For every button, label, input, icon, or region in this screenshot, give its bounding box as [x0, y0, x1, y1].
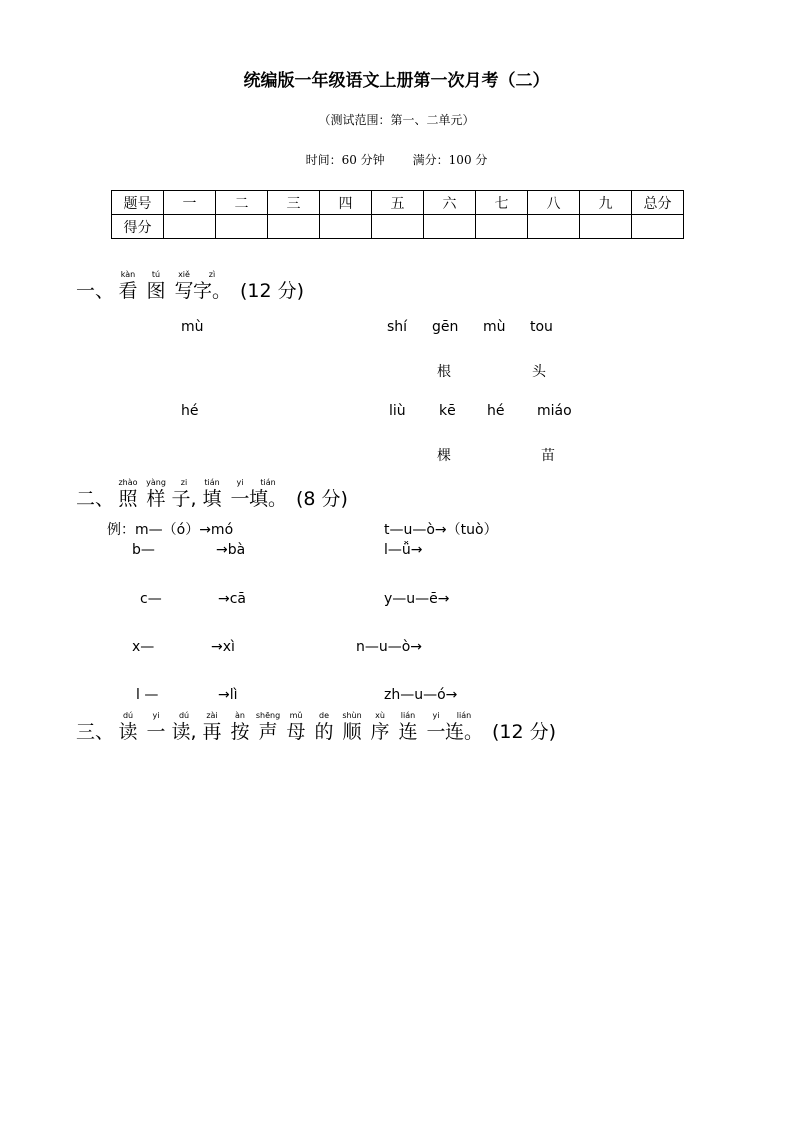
exercise-item: t—u—ò→（tuò） — [384, 522, 498, 538]
hanzi: 连。 — [445, 721, 484, 743]
exercise-item: n—u—ò→ — [356, 639, 423, 655]
hanzi: 再 — [202, 721, 222, 743]
section-score: (12 分) — [240, 280, 305, 302]
pinyin-annotation: yi — [236, 478, 244, 487]
pinyin-annotation: mǔ — [289, 711, 303, 720]
pinyin-annotation: kàn — [120, 270, 136, 279]
score-table — [111, 190, 684, 239]
hanzi: 按 — [230, 721, 250, 743]
exercise-item: y—u—ē→ — [384, 591, 450, 607]
hanzi-item: 苗 — [541, 448, 555, 464]
ruby-char — [254, 711, 282, 743]
ruby-char — [226, 711, 254, 743]
ruby-char — [142, 270, 170, 302]
ruby-char — [114, 270, 142, 302]
header-cell: 二 — [216, 191, 268, 215]
pinyin-annotation: dú — [178, 711, 190, 720]
score-table-header-row — [112, 191, 684, 215]
section1-heading — [76, 270, 304, 302]
hanzi: 一 — [426, 721, 446, 743]
hanzi: 一 — [230, 488, 250, 510]
exam-info — [0, 151, 793, 168]
hanzi: 读, — [171, 721, 197, 743]
header-cell: 六 — [424, 191, 476, 215]
ruby-char — [198, 478, 226, 510]
pinyin-item: kē — [439, 403, 456, 419]
header-cell: 八 — [528, 191, 580, 215]
ruby-char — [338, 711, 366, 743]
score-cell[interactable] — [268, 215, 320, 239]
pinyin-item: tou — [530, 319, 553, 335]
exercise-item: →cā — [218, 591, 247, 607]
exercise-item: zh—u—ó→ — [384, 687, 458, 703]
exercise-item: →xì — [211, 639, 235, 655]
time-limit: 时间：60 分钟 — [305, 153, 385, 167]
pinyin-item: hé — [181, 403, 199, 419]
pinyin-annotation: tú — [151, 270, 161, 279]
ruby-text — [114, 478, 288, 510]
section3-heading — [76, 711, 556, 743]
pinyin-annotation: tián — [260, 478, 276, 487]
hanzi: 看 — [118, 280, 138, 302]
pinyin-item: hé — [487, 403, 505, 419]
ruby-char — [249, 478, 288, 510]
ruby-char — [445, 711, 484, 743]
hanzi: 顺 — [342, 721, 362, 743]
ruby-char — [114, 478, 142, 510]
pinyin-annotation: àn — [235, 711, 245, 720]
section2-heading — [76, 478, 348, 510]
ruby-char — [170, 478, 198, 510]
hanzi: 母 — [286, 721, 306, 743]
full-score: 满分：100 分 — [412, 153, 488, 167]
hanzi-item: 根 — [437, 364, 451, 380]
exercise-item: l—ǚ→ — [384, 542, 423, 558]
exercise-item: b— — [132, 542, 155, 558]
exercise-item: →bà — [216, 542, 246, 558]
ruby-char — [193, 270, 232, 302]
exercise-item: l — — [136, 687, 159, 703]
header-cell: 七 — [476, 191, 528, 215]
header-cell: 题号 — [112, 191, 164, 215]
hanzi-item: 头 — [532, 364, 546, 380]
pinyin-annotation: shùn — [342, 711, 362, 720]
header-cell: 三 — [268, 191, 320, 215]
pinyin-annotation: zhào — [118, 478, 138, 487]
hanzi: 写 — [174, 280, 194, 302]
header-cell: 九 — [580, 191, 632, 215]
pinyin-item: miáo — [537, 403, 572, 419]
header-cell: 五 — [372, 191, 424, 215]
ruby-char — [198, 711, 226, 743]
pinyin-annotation: xiě — [178, 270, 190, 279]
hanzi: 填。 — [249, 488, 288, 510]
hanzi: 照 — [118, 488, 138, 510]
section-number: 三、 — [76, 721, 115, 743]
pinyin-annotation: zì — [208, 270, 216, 279]
hanzi-item: 棵 — [437, 448, 451, 464]
score-table-score-row — [112, 215, 684, 239]
header-cell: 四 — [320, 191, 372, 215]
section-number: 一、 — [76, 280, 115, 302]
pinyin-annotation: xù — [375, 711, 385, 720]
hanzi: 一 — [146, 721, 166, 743]
ruby-char — [366, 711, 394, 743]
hanzi: 子, — [171, 488, 197, 510]
score-cell[interactable] — [528, 215, 580, 239]
pinyin-item: mù — [181, 319, 204, 335]
row-label: 得分 — [112, 215, 164, 239]
score-cell[interactable] — [632, 215, 684, 239]
test-scope: （测试范围：第一、二单元） — [318, 113, 475, 127]
section-number: 二、 — [76, 488, 115, 510]
exercise-item: x— — [132, 639, 155, 655]
hanzi: 连 — [398, 721, 418, 743]
ruby-char — [170, 711, 198, 743]
example: 例：m—（ó）→mó — [107, 522, 234, 538]
section-score: (8 分) — [296, 488, 348, 510]
score-cell[interactable] — [372, 215, 424, 239]
hanzi: 序 — [370, 721, 390, 743]
pinyin-annotation: yi — [432, 711, 440, 720]
ruby-char — [394, 711, 422, 743]
page-title: 统编版一年级语文上册第一次月考（二） — [243, 71, 550, 91]
header-cell: 总分 — [632, 191, 684, 215]
pinyin-annotation: dú — [122, 711, 134, 720]
pinyin-annotation: lián — [456, 711, 472, 720]
score-cell[interactable] — [164, 215, 216, 239]
ruby-text — [114, 711, 484, 743]
section-score: (12 分) — [492, 721, 557, 743]
ruby-char — [282, 711, 310, 743]
ruby-char — [142, 478, 170, 510]
pinyin-annotation: zi — [180, 478, 188, 487]
hanzi: 字。 — [193, 280, 232, 302]
score-cell[interactable] — [216, 215, 268, 239]
score-cell[interactable] — [424, 215, 476, 239]
pinyin-annotation: zài — [206, 711, 218, 720]
hanzi: 读 — [118, 721, 138, 743]
hanzi: 填 — [202, 488, 222, 510]
pinyin-item: liù — [389, 403, 406, 419]
pinyin-item: shí — [387, 319, 408, 335]
ruby-text — [114, 270, 232, 302]
pinyin-item: mù — [483, 319, 506, 335]
pinyin-annotation: shēng — [255, 711, 281, 720]
pinyin-annotation: yàng — [146, 478, 166, 487]
hanzi: 图 — [146, 280, 166, 302]
exercise-item: c— — [140, 591, 162, 607]
ruby-char — [310, 711, 338, 743]
pinyin-annotation: yi — [152, 711, 160, 720]
ruby-char — [114, 711, 142, 743]
hanzi: 的 — [314, 721, 334, 743]
score-cell[interactable] — [580, 215, 632, 239]
header-cell: 一 — [164, 191, 216, 215]
ruby-char — [142, 711, 170, 743]
pinyin-item: gēn — [432, 319, 459, 335]
pinyin-annotation: de — [319, 711, 330, 720]
score-cell[interactable] — [476, 215, 528, 239]
score-cell[interactable] — [320, 215, 372, 239]
hanzi: 声 — [258, 721, 278, 743]
hanzi: 样 — [146, 488, 166, 510]
exercise-item: →lì — [218, 687, 238, 703]
pinyin-annotation: tián — [204, 478, 220, 487]
pinyin-annotation: lián — [400, 711, 416, 720]
